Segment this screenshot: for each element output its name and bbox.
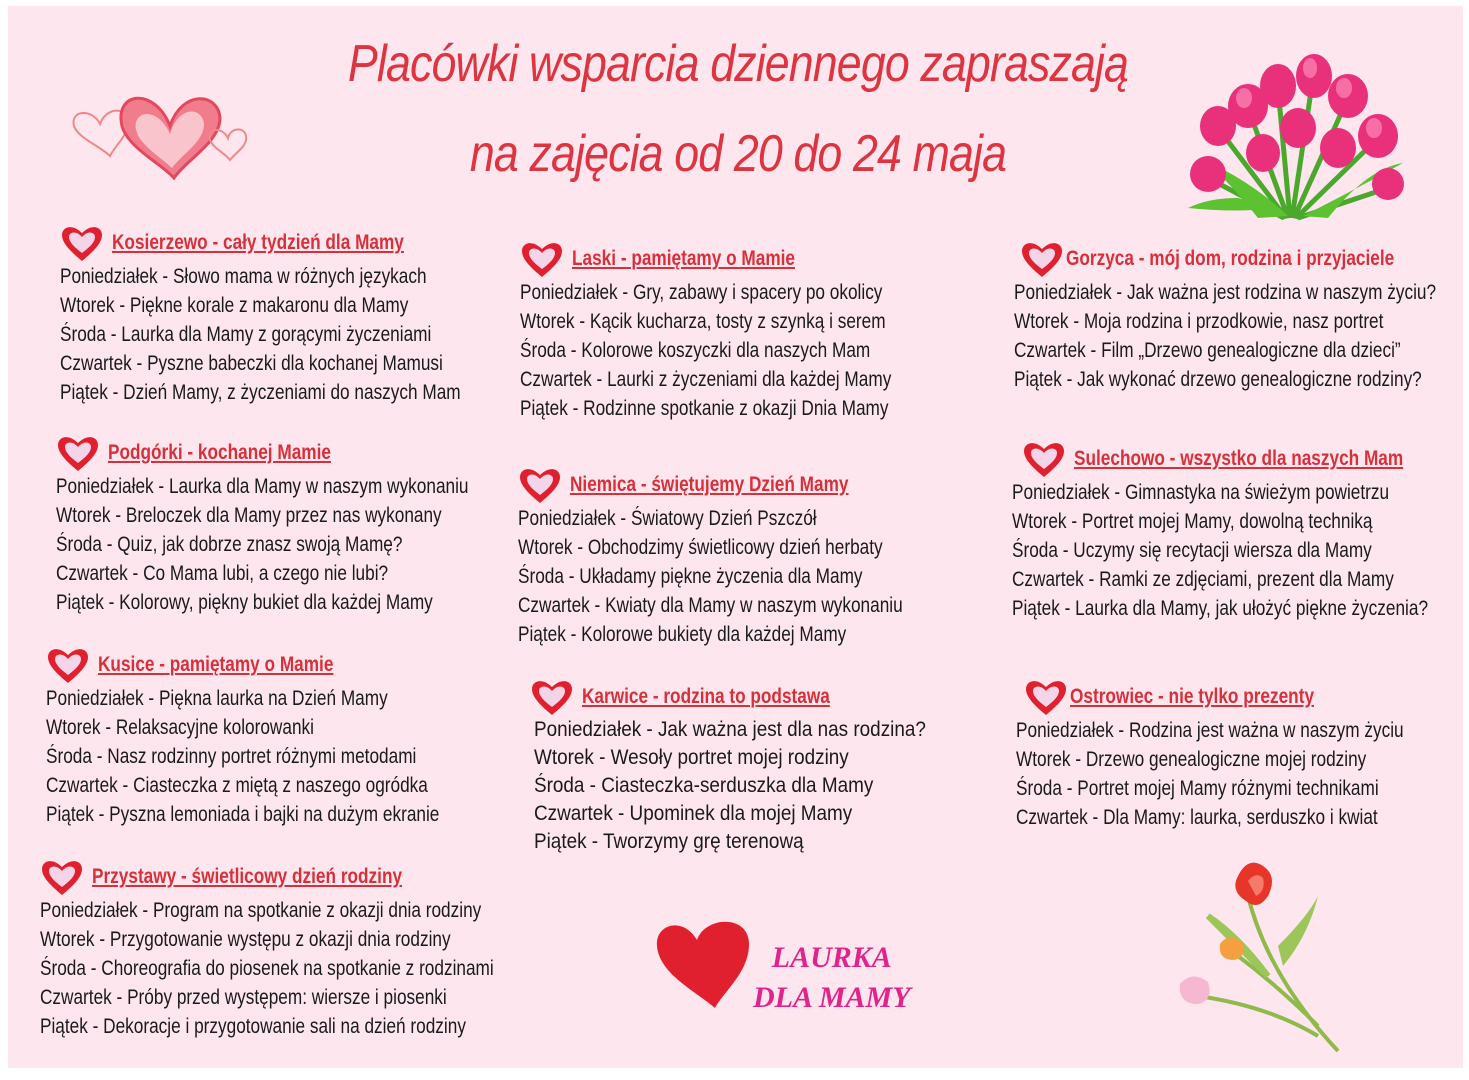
list-item: Środa - Kolorowe koszyczki dla naszych Mam <box>520 339 871 362</box>
heart-icon <box>1024 677 1068 717</box>
tulips-decoration-icon <box>1168 856 1358 1056</box>
section-niemica <box>518 466 987 649</box>
list-item: Wtorek - Obchodzimy świetlicowy dzień herbaty <box>518 536 883 559</box>
section-przystawy <box>40 858 593 1041</box>
list-item: Środa - Quiz, jak dobrze znasz swoją Mamę? <box>56 533 403 556</box>
section-ostrowiec <box>1016 678 1463 832</box>
list-item: Czwartek - Co Mama lubi, a czego nie lubi? <box>56 562 389 585</box>
list-item: Środa - Portret mojej Mamy różnymi technikami <box>1016 777 1379 800</box>
list-item: Czwartek - Ciasteczka z miętą z naszego ogródka <box>46 774 428 797</box>
section-kosierzewo <box>60 224 549 407</box>
section-title: Laski - pamiętamy o Mamie <box>572 247 795 270</box>
list-item: Środa - Ciasteczka-serduszka dla Mamy <box>534 774 874 797</box>
list-item: Piątek - Kolorowy, piękny bukiet dla każdej Mamy <box>56 591 433 614</box>
list-item: Poniedziałek - Słowo mama w różnych językach <box>60 265 427 288</box>
section-title: Ostrowiec - nie tylko prezenty <box>1070 685 1315 708</box>
list-item: Wtorek - Przygotowanie występu z okazji dnia rodziny <box>40 928 451 951</box>
list-item: Środa - Nasz rodzinny portret różnymi metodami <box>46 745 417 768</box>
laurka-line-1: LAURKA <box>771 941 892 974</box>
list-item: Piątek - Pyszna lemoniada i bajki na dużym ekranie <box>46 803 440 826</box>
heart-icon <box>56 433 100 473</box>
list-item: Poniedziałek - Program na spotkanie z okazji dnia rodziny <box>40 899 482 922</box>
list-item: Wtorek - Drzewo genealogiczne mojej rodziny <box>1016 748 1367 771</box>
list-item: Poniedziałek - Rodzina jest ważna w naszym życiu <box>1016 719 1404 742</box>
list-item: Środa - Laurka dla Mamy z gorącymi życzeniami <box>60 323 432 346</box>
list-item: Piątek - Rodzinne spotkanie z okazji Dnia Mamy <box>520 397 889 420</box>
list-item: Poniedziałek - Gimnastyka na świeżym powietrzu <box>1012 481 1390 504</box>
section-kusice <box>46 646 526 829</box>
heart-icon <box>1022 439 1066 479</box>
list-item: Czwartek - Upominek dla mojej Mamy <box>534 802 853 825</box>
list-item: Środa - Układamy piękne życzenia dla Mamy <box>518 565 863 588</box>
list-item: Poniedziałek - Światowy Dzień Pszczół <box>518 507 817 530</box>
list-item: Czwartek - Próby przed występem: wiersze i piosenki <box>40 986 447 1009</box>
list-item: Piątek - Laurka dla Mamy, jak ułożyć piękne życzenia? <box>1012 597 1429 620</box>
list-item: Środa - Choreografia do piosenek na spotkanie z rodzinami <box>40 957 494 980</box>
list-item: Poniedziałek - Jak ważna jest rodzina w naszym życiu? <box>1014 281 1437 304</box>
list-item: Piątek - Dekoracje i przygotowanie sali na dzień rodziny <box>40 1015 466 1038</box>
heart-icon <box>530 677 574 717</box>
list-item: Poniedziałek - Laurka dla Mamy w naszym wykonaniu <box>56 475 469 498</box>
list-item: Wtorek - Portret mojej Mamy, dowolną techniką <box>1012 510 1373 533</box>
list-item: Czwartek - Film „Drzewo genealogiczne dla dzieci” <box>1014 339 1401 362</box>
section-title: Gorzyca - mój dom, rodzina i przyjaciele <box>1066 247 1395 270</box>
list-item: Czwartek - Kwiaty dla Mamy w naszym wykonaniu <box>518 594 903 617</box>
heart-icon <box>60 223 104 263</box>
section-podgorki <box>56 434 559 617</box>
list-item: Wtorek - Kącik kucharza, tosty z szynką i serem <box>520 310 886 333</box>
list-item: Wtorek - Moja rodzina i przodkowie, nasz portret <box>1014 310 1384 333</box>
heart-icon <box>1020 239 1064 279</box>
section-title: Sulechowo - wszystko dla naszych Mam <box>1074 447 1404 470</box>
section-gorzyca <box>1014 240 1463 394</box>
laurka-line-2: DLA MAMY <box>753 981 911 1014</box>
section-title: Przystawy - świetlicowy dzień rodziny <box>92 865 403 888</box>
list-item: Czwartek - Dla Mamy: laurka, serduszko i kwiat <box>1016 806 1378 829</box>
list-item: Wtorek - Breloczek dla Mamy przez nas wykonany <box>56 504 442 527</box>
section-title: Podgórki - kochanej Mamie <box>108 441 331 464</box>
big-heart-icon <box>653 912 753 1012</box>
list-item: Czwartek - Ramki ze zdjęciami, prezent dla Mamy <box>1012 568 1394 591</box>
heart-icon <box>520 239 564 279</box>
poster <box>8 6 1463 1068</box>
heart-icon <box>40 857 84 897</box>
list-item: Piątek - Dzień Mamy, z życzeniami do naszych Mam <box>60 381 461 404</box>
section-title: Niemica - świętujemy Dzień Mamy <box>570 473 849 496</box>
list-item: Poniedziałek - Piękna laurka na Dzień Mamy <box>46 687 388 710</box>
section-title: Karwice - rodzina to podstawa <box>582 685 830 708</box>
section-title: Kusice - pamiętamy o Mamie <box>98 653 334 676</box>
section-laski <box>520 240 973 423</box>
list-item: Czwartek - Laurki z życzeniami dla każdej Mamy <box>520 368 892 391</box>
laurka-text <box>753 938 911 1018</box>
heart-icon <box>46 645 90 685</box>
list-item: Czwartek - Pyszne babeczki dla kochanej Mamusi <box>60 352 443 375</box>
list-item: Środa - Uczymy się recytacji wiersza dla Mamy <box>1012 539 1372 562</box>
list-item: Wtorek - Relaksacyjne kolorowanki <box>46 716 314 739</box>
list-item: Poniedziałek - Gry, zabawy i spacery po okolicy <box>520 281 883 304</box>
title-line-1: Placówki wsparcia dziennego zapraszają <box>347 35 1129 93</box>
list-item: Poniedziałek - Jak ważna jest dla nas rodzina? <box>534 718 926 741</box>
title-line-2: na zajęcia od 20 do 24 maja <box>469 125 1007 183</box>
section-title: Kosierzewo - cały tydzień dla Mamy <box>112 231 404 254</box>
list-item: Wtorek - Piękne korale z makaronu dla Mamy <box>60 294 409 317</box>
list-item: Wtorek - Wesoły portret mojej rodziny <box>534 746 849 769</box>
list-item: Piątek - Kolorowe bukiety dla każdej Mamy <box>518 623 847 646</box>
list-item: Piątek - Tworzymy grę terenową <box>534 830 804 853</box>
heart-icon <box>518 465 562 505</box>
section-karwice <box>530 678 969 856</box>
list-item: Piątek - Jak wykonać drzewo genealogiczne rodziny? <box>1014 368 1422 391</box>
section-sulechowo <box>1012 440 1463 623</box>
